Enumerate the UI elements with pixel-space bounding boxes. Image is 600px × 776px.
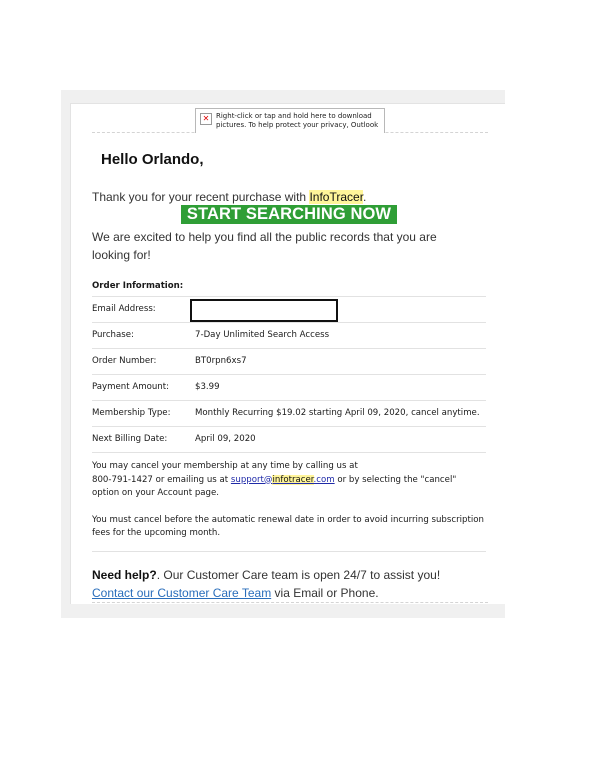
order-value: $3.99: [195, 382, 220, 392]
contact-customer-care-link[interactable]: Contact our Customer Care Team: [92, 586, 272, 600]
intro-text: We are excited to help you find all the public records that you are looking for!: [92, 230, 437, 262]
email-brand-highlight: infotracer: [272, 474, 314, 485]
order-information: [92, 276, 486, 552]
help-heading: Need help?: [92, 568, 157, 582]
order-information-title: Order Information:: [92, 276, 486, 297]
help-section: [92, 566, 440, 602]
help-text: . Our Customer Care team is open 24/7 to assist you!: [156, 568, 441, 582]
cancel-line-1: You may cancel your membership at any time by calling us at: [92, 461, 358, 471]
order-row-membership-type: [92, 401, 486, 427]
order-row-payment-amount: [92, 375, 486, 401]
support-email-link[interactable]: [231, 475, 335, 485]
order-label: Order Number:: [92, 356, 157, 366]
cancel-instructions: [92, 460, 486, 501]
order-value: BT0rpn6xs7: [195, 356, 247, 366]
divider-bottom: [92, 602, 488, 603]
cancel-line-2-suffix: or by selecting the "cancel": [334, 474, 457, 485]
brand-name-highlight: InfoTracer: [309, 190, 364, 204]
email-user: support@: [230, 474, 273, 485]
order-row-next-billing-date: [92, 427, 486, 453]
order-value: 7-Day Unlimited Search Access: [195, 330, 330, 340]
redacted-email-box: [190, 299, 338, 322]
order-row-purchase: [92, 323, 486, 349]
renewal-warning: You must cancel before the automatic renewal date in order to avoid incurring subscription fees for the upcoming month.: [92, 514, 484, 538]
thanks-prefix: Thank you for your recent purchase with: [92, 190, 310, 204]
order-label: Purchase:: [92, 330, 134, 340]
blocked-image-placeholder[interactable]: [195, 108, 385, 133]
email-viewer-frame: [61, 90, 505, 618]
thanks-text: [92, 190, 366, 204]
cancel-line-3: option on your Account page.: [92, 488, 220, 498]
email-tld: .com: [313, 474, 335, 485]
order-label: Membership Type:: [92, 408, 171, 418]
cancel-phone-text: 800-791-1427 or emailing us at: [92, 474, 231, 485]
order-label: Email Address:: [92, 304, 156, 314]
order-label: Payment Amount:: [92, 382, 170, 392]
cancellation-note: [92, 453, 486, 552]
blocked-image-text: Right-click or tap and hold here to download pictures. To help protect your privacy, Outlook: [216, 112, 379, 129]
order-value: April 09, 2020: [195, 434, 256, 444]
contact-suffix: via Email or Phone.: [271, 586, 379, 600]
start-searching-button[interactable]: START SEARCHING NOW: [181, 205, 397, 224]
order-label: Next Billing Date:: [92, 434, 168, 444]
email-body: [70, 103, 505, 604]
greeting-heading: Hello Orlando,: [101, 151, 204, 168]
thanks-suffix: .: [363, 190, 367, 204]
order-row-order-number: [92, 349, 486, 375]
broken-image-icon: ✕: [200, 113, 212, 125]
order-value: Monthly Recurring $19.02 starting April 09, 2020, cancel anytime.: [195, 408, 480, 418]
order-row-email: [92, 297, 486, 323]
